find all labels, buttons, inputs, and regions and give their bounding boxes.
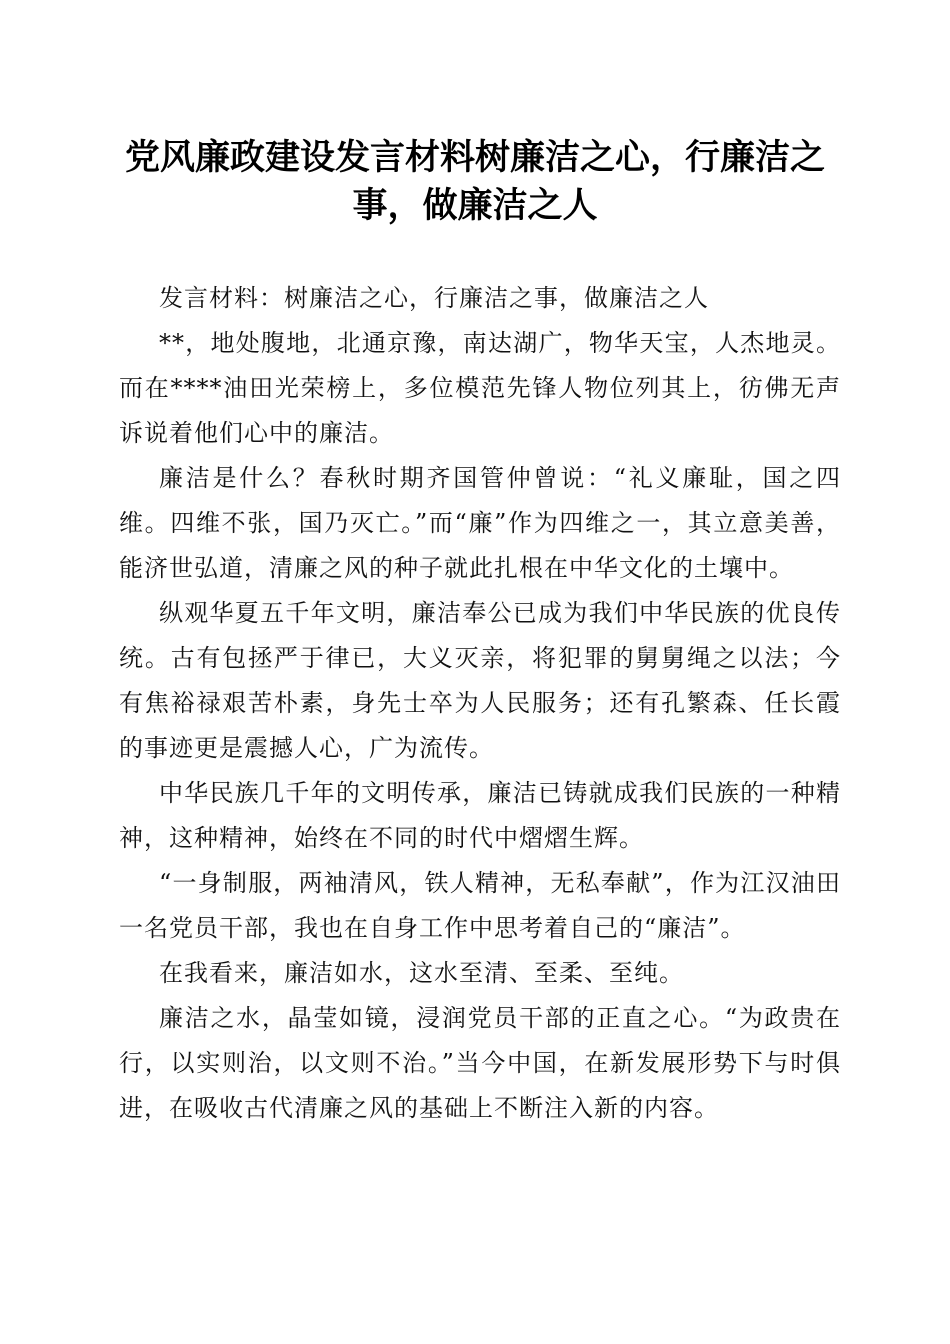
- document-title: 党风廉政建设发言材料树廉洁之心，行廉洁之事，做廉洁之人: [124, 137, 825, 226]
- paragraph: 廉洁之水，晶莹如镜，浸润党员干部的正直之心。“为政贵在行，以实则治，以文则不治。”当今中国，在新发展形势下与时俱进，在吸收古代清廉之风的基础上不断注入新的内容。: [119, 1004, 841, 1122]
- document-body: [119, 276, 841, 1131]
- paragraph: **，地处腹地，北通京豫，南达湖广，物华天宝，人杰地灵。而在****油田光荣榜上，多位模范先锋人物位列其上，彷佛无声诉说着他们心中的廉洁。: [119, 329, 841, 447]
- paragraph: 在我看来，廉洁如水，这水至清、至柔、至纯。: [159, 959, 684, 987]
- paragraph: “一身制服，两袖清风，铁人精神，无私奉献”，作为江汉油田一名党员干部，我也在自身工作中思考着自己的“廉洁”。: [119, 869, 841, 942]
- paragraph: 中华民族几千年的文明传承，廉洁已铸就成我们民族的一种精神，这种精神，始终在不同的时代中熠熠生辉。: [119, 779, 841, 852]
- paragraph: 廉洁是什么？春秋时期齐国管仲曾说：“礼义廉耻，国之四维。四维不张，国乃灭亡。”而“廉”作为四维之一，其立意美善，能济世弘道，清廉之风的种子就此扎根在中华文化的土壤中。: [119, 464, 841, 582]
- paragraph: 纵观华夏五千年文明，廉洁奉公已成为我们中华民族的优良传统。古有包拯严于律已，大义灭亲，将犯罪的舅舅绳之以法；今有焦裕禄艰苦朴素，身先士卒为人民服务；还有孔繁森、任长霞的事迹更是震撼人心，广为流传。: [119, 599, 841, 762]
- paragraph: 发言材料：树廉洁之心，行廉洁之事，做廉洁之人: [159, 284, 709, 312]
